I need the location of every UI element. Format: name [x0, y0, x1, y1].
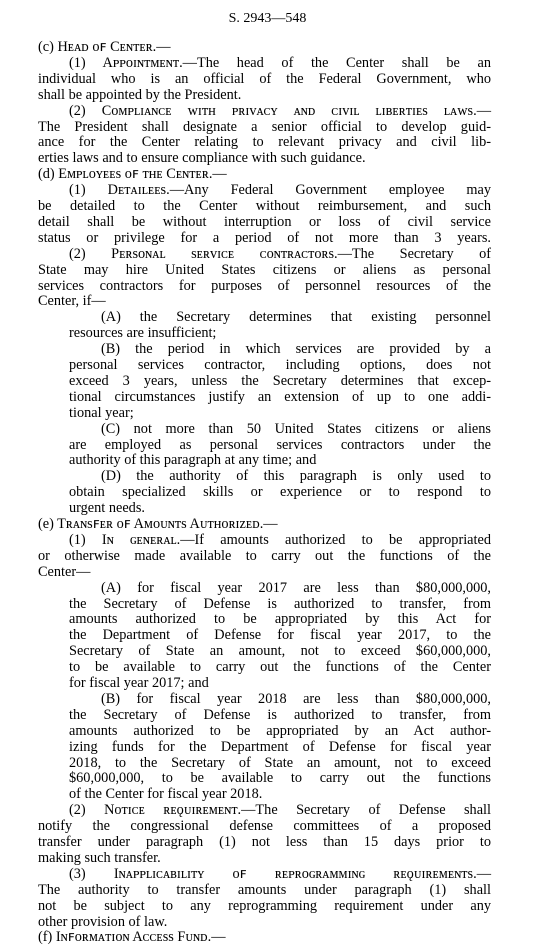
line-text: (1) Dᴇᴛᴀɪʟᴇᴇs.—Any Federal Government employee may — [69, 182, 491, 199]
text-line — [0, 882, 535, 899]
text-line — [0, 87, 535, 104]
line-text: the Department of Defense for fiscal year 2017, to the — [69, 627, 491, 644]
line-text: The President shall designate a senior official to develop guid- — [38, 118, 491, 135]
text-line — [0, 309, 535, 326]
text-line — [0, 262, 535, 279]
text-line — [0, 786, 535, 803]
text-line — [0, 675, 535, 692]
text-line — [0, 548, 535, 565]
line-text: Secretary of State an amount, not to exceed $60,000,000, — [69, 643, 491, 660]
text-line — [0, 325, 535, 342]
text-line — [0, 278, 535, 295]
line-text: transfer under paragraph (1) not less than 15 days prior to — [38, 834, 491, 850]
line-text: 2018, to the Secretary of State an amount, not to exceed — [69, 754, 491, 771]
line-text: shall be appointed by the President. — [38, 86, 242, 103]
text-line — [0, 341, 535, 358]
line-text: (1) Aᴘᴘᴏɪɴᴛᴍᴇɴᴛ.—The head of the Center shall be an — [69, 54, 491, 71]
line-text: $60,000,000, to be available to carry out the functions — [69, 770, 491, 787]
text-line — [0, 421, 535, 438]
line-text: (2) Nᴏᴛɪᴄᴇ ʀᴇǫᴜɪʀᴇᴍᴇɴᴛ.—The Secretary of Defense shall — [69, 802, 491, 819]
text-line — [0, 802, 535, 819]
line-text: are employed as personal services contractors under the — [69, 436, 491, 453]
text-line — [0, 611, 535, 628]
text-line — [0, 468, 535, 485]
text-line — [0, 246, 535, 263]
text-line — [0, 389, 535, 406]
text-line — [0, 230, 535, 247]
text-line — [0, 580, 535, 597]
text-line — [0, 357, 535, 374]
text-line — [0, 707, 535, 724]
text-line — [0, 627, 535, 644]
text-line — [0, 755, 535, 772]
line-text: tional circumstances justify an extension of up to one addi- — [69, 388, 491, 405]
text-line — [0, 71, 535, 88]
text-line — [0, 373, 535, 390]
line-text: obtain specialized skills or experience or to respond to — [69, 484, 491, 501]
line-text: (A) for fiscal year 2017 are less than $80,000,000, — [101, 579, 491, 596]
line-text: resources are insufficient; — [69, 325, 217, 342]
line-text: (f) Iɴꜰᴏʀᴍᴀᴛɪᴏɴ Aᴄᴄᴇss Fᴜɴᴅ.— — [38, 929, 226, 946]
line-text: amounts authorized to be appropriated by this Act for — [69, 611, 491, 628]
line-text: Center— — [38, 563, 91, 580]
line-text: (B) for fiscal year 2018 are less than $80,000,000, — [101, 690, 491, 707]
line-text: (A) the Secretary determines that existing personnel — [101, 309, 491, 326]
text-line — [0, 850, 535, 867]
text-line — [0, 150, 535, 167]
line-text: Center, if— — [38, 293, 106, 310]
text-line — [0, 866, 535, 883]
line-text: (D) the authority of this paragraph is only used to — [101, 468, 491, 485]
line-text: amounts authorized to be appropriated by an Act author- — [69, 722, 491, 739]
text-line — [0, 437, 535, 454]
text-line — [0, 564, 535, 581]
text-line — [0, 134, 535, 151]
line-text: exceed 3 years, unless the Secretary determines that excep- — [69, 372, 491, 389]
text-line — [0, 119, 535, 136]
line-text: to be available to carry out the functions of the Center — [69, 659, 491, 676]
text-line — [0, 834, 535, 851]
line-text: The authority to transfer amounts under paragraph (1) shall — [38, 881, 491, 898]
line-text: be detailed to the Center without reimbursement, and such — [38, 198, 491, 214]
line-text: the Secretary of Defense is authorized to transfer, from — [69, 595, 491, 612]
line-text: other provision of law. — [38, 913, 168, 930]
text-line — [0, 596, 535, 613]
text-line — [0, 898, 535, 915]
line-text: (C) not more than 50 United States citizens or aliens — [101, 420, 491, 437]
line-text: for fiscal year 2017; and — [69, 675, 209, 691]
line-text: (e) Tʀᴀɴsꜰᴇʀ ᴏꜰ Aᴍᴏᴜɴᴛs Aᴜᴛʜᴏʀɪᴢᴇᴅ.— — [38, 516, 278, 532]
text-line — [0, 739, 535, 756]
text-line — [0, 198, 535, 215]
text-line — [0, 770, 535, 787]
line-text: (2) Cᴏᴍᴘʟɪᴀɴᴄᴇ ᴡɪᴛʜ ᴘʀɪᴠᴀᴄʏ ᴀɴᴅ ᴄɪᴠɪʟ ʟɪʙᴇʀᴛɪᴇs ʟᴀᴡs.— — [69, 102, 491, 119]
text-line — [0, 818, 535, 835]
line-text: of the Center for fiscal year 2018. — [69, 786, 263, 803]
text-line — [0, 182, 535, 199]
text-line — [0, 723, 535, 740]
line-text: making such transfer. — [38, 849, 161, 866]
text-line — [0, 293, 535, 310]
text-line — [0, 691, 535, 708]
line-text: erties laws and to ensure compliance with such guidance. — [38, 150, 366, 167]
line-text: personal services contractor, including options, does not — [69, 357, 491, 373]
text-line — [0, 929, 535, 946]
line-text: (1) Iɴ ɢᴇɴᴇʀᴀʟ.—If amounts authorized to be appropriated — [69, 531, 491, 548]
line-text: not be subject to any reprogramming requirement under any — [38, 897, 491, 914]
line-text: detail shall be without interruption or loss of civil service — [38, 213, 491, 230]
text-line — [0, 39, 535, 56]
line-text: status or privilege for a period of not more than 3 years. — [38, 229, 491, 246]
text-line — [0, 55, 535, 72]
text-line — [0, 452, 535, 469]
text-line — [0, 643, 535, 660]
line-text: the Secretary of Defense is authorized to transfer, from — [69, 706, 491, 723]
line-text: State may hire United States citizens or aliens as personal — [38, 261, 491, 278]
text-line — [0, 659, 535, 676]
line-text: izing funds for the Department of Defense for fiscal year — [69, 738, 491, 755]
text-line — [0, 214, 535, 231]
line-text: services contractors for purposes of personnel resources of the — [38, 277, 491, 294]
text-line — [0, 484, 535, 501]
text-line — [0, 103, 535, 120]
line-text: tional year; — [69, 404, 134, 421]
line-text: (3) Iɴᴀᴘᴘʟɪᴄᴀʙɪʟɪᴛʏ ᴏꜰ ʀᴇᴘʀᴏɢʀᴀᴍᴍɪɴɢ ʀᴇǫᴜɪʀᴇᴍᴇɴᴛs.— — [69, 865, 491, 882]
line-text: (d) Eᴍᴘʟᴏʏᴇᴇs ᴏꜰ ᴛʜᴇ Cᴇɴᴛᴇʀ.— — [38, 166, 227, 183]
line-text: (c) Hᴇᴀᴅ ᴏꜰ Cᴇɴᴛᴇʀ.— — [38, 39, 171, 55]
line-text: authority of this paragraph at any time; and — [69, 452, 317, 469]
text-line — [0, 405, 535, 422]
line-text: (2) Pᴇʀsᴏɴᴀʟ sᴇʀᴠɪᴄᴇ ᴄᴏɴᴛʀᴀᴄᴛᴏʀs.—The Secretary of — [69, 245, 491, 262]
text-line — [0, 166, 535, 183]
text-line — [0, 532, 535, 549]
text-line — [0, 500, 535, 517]
line-text: ance for the Center relating to relevant privacy and civil lib- — [38, 134, 491, 151]
line-text: (B) the period in which services are provided by a — [101, 341, 491, 358]
line-text: or otherwise made available to carry out the functions of the — [38, 547, 491, 564]
line-text: notify the congressional defense committees of a proposed — [38, 818, 491, 835]
text-line — [0, 914, 535, 931]
line-text: individual who is an official of the Federal Government, who — [38, 70, 491, 87]
text-line — [0, 516, 535, 533]
page-header: S. 2943—548 — [228, 11, 307, 26]
line-text: urgent needs. — [69, 500, 145, 517]
